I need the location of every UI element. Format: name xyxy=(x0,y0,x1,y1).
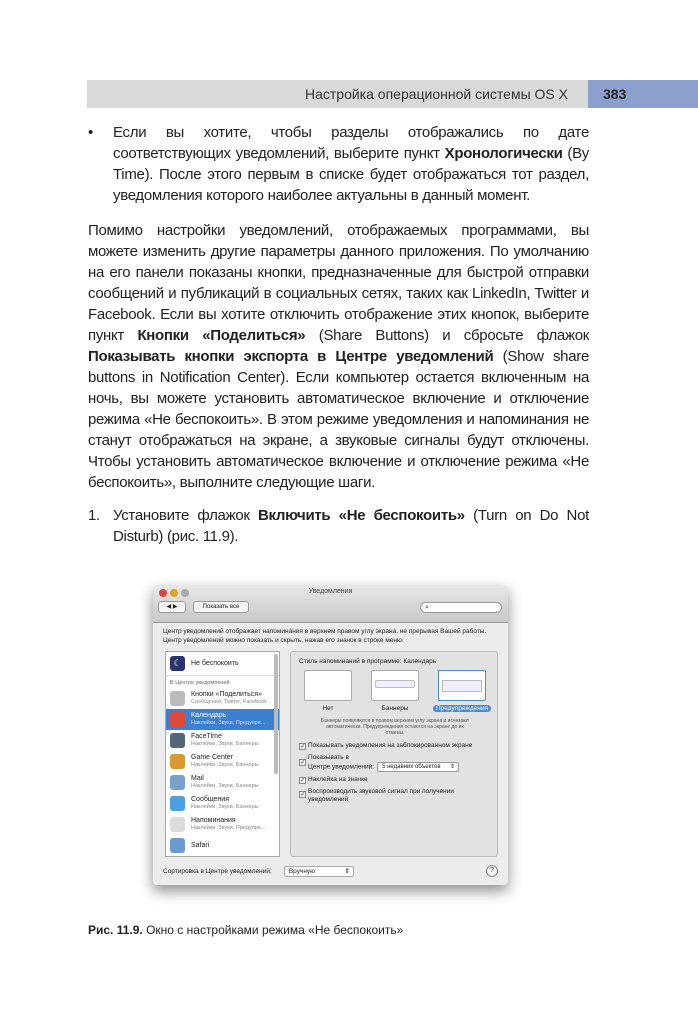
list-item[interactable] xyxy=(166,772,279,793)
figure-caption xyxy=(88,923,589,937)
item-label: Кнопки «Поделиться» xyxy=(191,691,262,698)
checkbox-label: Показывать уведомления на заблокированном экране xyxy=(308,742,473,749)
app-icon xyxy=(170,754,185,769)
text: Установите флажок xyxy=(113,507,258,524)
description: Центр уведомлений отображает напоминания в верхнем правом углу экрана, не прерывая Вашей работы. Центр уведомлений можно показать и скрыть, нажав его значок в строке меню. xyxy=(163,628,487,644)
search-input[interactable] xyxy=(420,602,502,613)
list-item[interactable] xyxy=(166,688,279,709)
sort-select[interactable]: Вручную ⇕ xyxy=(284,866,354,877)
list-item-dnd[interactable] xyxy=(166,652,279,676)
sound-checkbox[interactable] xyxy=(299,788,491,804)
paragraph xyxy=(88,220,589,493)
badge-checkbox[interactable] xyxy=(299,776,491,784)
list-item[interactable] xyxy=(166,793,279,814)
item-label: Mail xyxy=(191,775,204,782)
checkmark-icon: ✓ xyxy=(300,743,306,750)
text: (By Time). После этого первым в списке будет отображаться тот раздел, уведомления которого наиболее актуальны в данный момент. xyxy=(113,145,589,204)
bold-term: Включить «Не беспокоить» xyxy=(257,507,465,524)
item-sub: Наклейки, Звуки, Баннеры xyxy=(191,762,259,768)
text: (Turn on Do Not Disturb) (рис. 11.9). xyxy=(113,507,589,545)
item-label: Safari xyxy=(191,841,210,849)
item-label: Календарь xyxy=(191,712,227,719)
item-label: FaceTime xyxy=(191,733,222,740)
item-label: Напоминания xyxy=(191,817,236,824)
caption-text: Окно с настройками режима «Не беспокоить» xyxy=(142,923,404,937)
item-label: Game Center xyxy=(191,754,234,761)
checkbox-label: Наклейка на значке xyxy=(308,776,368,783)
window-title: Уведомления xyxy=(308,588,353,595)
text: (Show share buttons in Notification Center). Если компьютер остается включенным на ночь, вы можете установить автоматическое включение и отключение режима «Не беспокоить». В этом режиме уведомления и напоминания не станут отображаться на экране, а звуковые сигналы будут отключены. Чтобы установить автоматическое включение и отключение режима «Не беспокоить», выполните следующие шаги. xyxy=(88,348,589,491)
style-banners-preview[interactable] xyxy=(371,670,419,701)
lockscreen-checkbox[interactable] xyxy=(299,742,491,750)
moon-icon: ☾ xyxy=(170,656,185,671)
page-body xyxy=(88,122,589,937)
bullet-item xyxy=(88,122,589,206)
running-header: Настройка операционной системы OS X xyxy=(87,80,588,108)
checkmark-icon: ✓ xyxy=(300,791,306,798)
page-number: 383 xyxy=(588,80,698,108)
text: Помимо настройки уведомлений, отображаемых программами, вы можете изменить другие параметры данного приложения. По умолчанию на его панели показаны кнопки, предназначенные для быстрой отправки сообщений и публикаций в социальных сетях, таких как LinkedIn, Twitter и Facebook. Если вы хотите отключить отображение этих кнопок, выберите пункт xyxy=(88,222,589,344)
text: Если вы хотите, чтобы разделы отображались по дате соответствующих уведомлений, выберите пункт xyxy=(113,124,589,162)
list-item[interactable] xyxy=(166,751,279,772)
list-item[interactable] xyxy=(166,814,279,835)
app-icon xyxy=(170,838,185,853)
style-none-preview[interactable] xyxy=(304,670,352,701)
notification-center-checkbox[interactable] xyxy=(299,754,491,772)
item-sub: Наклейки, Звуки, Баннеры xyxy=(191,783,259,789)
item-sub: Сообщения, Twitter, Facebook xyxy=(191,699,268,705)
bottom-bar xyxy=(163,865,498,877)
item-sub: Наклейки, Звуки, Баннеры xyxy=(191,741,259,747)
caption-label: Рис. 11.9. xyxy=(88,923,143,937)
item-sub: Наклейки, Звуки, Предупре... xyxy=(191,825,266,831)
bold-term: Показывать кнопки экспорта в Центре уведомлений xyxy=(88,348,494,365)
style-none-label[interactable]: Нет xyxy=(322,705,334,712)
app-icon xyxy=(170,817,185,832)
select-value: 5 недавних объектов xyxy=(382,764,441,770)
main-area xyxy=(165,651,498,857)
app-icon xyxy=(170,712,185,727)
show-all-button[interactable]: Показать все xyxy=(193,601,249,613)
app-icon xyxy=(170,691,185,706)
bullet-mark: • xyxy=(88,124,93,141)
bold-term: Хронологически xyxy=(444,145,563,162)
item-sub: Наклейки, Звуки, Предупре... xyxy=(191,720,266,726)
checkbox-label: Центре уведомлений: xyxy=(308,763,375,771)
style-alerts-label[interactable]: Предупреждения xyxy=(433,705,491,712)
select-value: Вручную xyxy=(288,867,316,875)
search-icon: ⌕ xyxy=(425,604,429,611)
title-bar xyxy=(153,585,508,623)
checkbox-label: Показывать в xyxy=(308,754,349,761)
group-label: В Центре уведомлений xyxy=(170,680,230,686)
checkmark-icon: ✓ xyxy=(300,777,306,784)
style-alerts-preview[interactable] xyxy=(438,670,486,701)
sort-label: Сортировка в Центре уведомлений: xyxy=(163,867,272,875)
settings-panel xyxy=(290,651,498,857)
item-sub: Наклейки, Звуки, Баннеры xyxy=(191,804,259,810)
text: (Share Buttons) и сбросьте флажок xyxy=(305,327,590,344)
app-icon xyxy=(170,796,185,811)
app-icon xyxy=(170,775,185,790)
app-icon xyxy=(170,733,185,748)
list-item[interactable] xyxy=(166,730,279,751)
scrollbar[interactable] xyxy=(274,654,278,774)
style-banners-label[interactable]: Баннеры xyxy=(381,705,409,712)
style-title: Стиль напоминаний в программе: Календарь xyxy=(299,658,437,665)
help-button[interactable]: ? xyxy=(486,865,498,877)
item-label: Не беспокоить xyxy=(191,659,239,667)
step-number: 1. xyxy=(88,507,100,524)
item-label: Сообщения xyxy=(191,796,229,803)
recent-items-select[interactable]: 5 недавних объектов ⇕ xyxy=(377,762,459,772)
list-item[interactable] xyxy=(166,709,279,730)
back-forward-buttons[interactable]: ◀ ▶ xyxy=(158,601,186,613)
banner-note: Баннеры появляются в правом верхнем углу экрана и исчезают автоматически. Предупреждения остаются на экране до их отмены. xyxy=(320,718,470,736)
bold-term: Кнопки «Поделиться» xyxy=(137,327,306,344)
checkbox-label: Воспроизводить звуковой сигнал при получении уведомлений xyxy=(308,788,455,803)
numbered-step xyxy=(88,505,589,547)
list-item[interactable] xyxy=(166,835,279,856)
figure xyxy=(153,585,513,885)
checkmark-icon: ✓ xyxy=(300,759,306,766)
notifications-window xyxy=(153,585,508,885)
app-list[interactable] xyxy=(165,651,280,857)
